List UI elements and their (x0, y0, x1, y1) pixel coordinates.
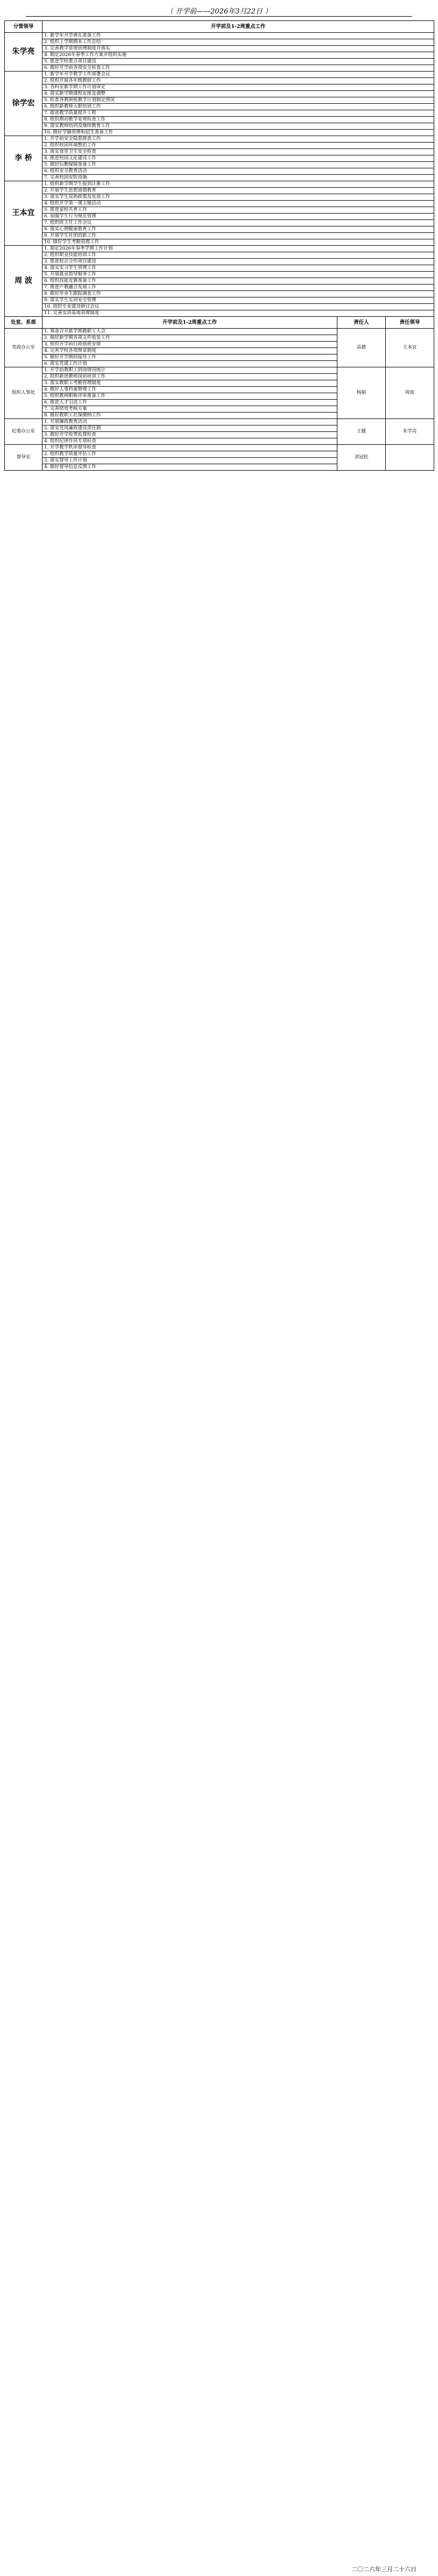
work-item: 7. 完善校园安防设施 (43, 175, 434, 181)
work-item: 9. 落实教师培训及继续教育工作 (43, 123, 434, 130)
table-row (5, 297, 434, 304)
work-item: 3. 完善教学常规管理制度并落实 (43, 46, 434, 52)
work-item: 3. 各科室新学期工作计划审定 (43, 84, 434, 91)
table-row (5, 175, 434, 181)
table-row (5, 78, 434, 84)
table-row (5, 214, 434, 220)
table-row (5, 72, 434, 78)
table-row (5, 194, 434, 201)
work-item: 4. 推进校园文化建设工作 (43, 155, 434, 162)
work-item: 4. 完善学校各项规章制度 (43, 348, 337, 354)
work-item: 7. 推进教学质量提升工程 (43, 110, 434, 117)
dept-column-header: 处室、系部 (5, 317, 43, 329)
table-row (5, 291, 434, 297)
table-row (5, 91, 434, 97)
table-row (5, 201, 434, 207)
work-item: 5. 推进学校重点项目建设 (43, 59, 434, 65)
work-item: 1. 新学年开学教学工作部署会议 (43, 72, 434, 78)
responsible-leader: 朱学亮 (386, 419, 434, 445)
work-item: 1. 开学教学秩序督导检查 (43, 445, 337, 451)
table-row (5, 123, 434, 130)
footer-date: 二〇二六年三月二十六日 (351, 2566, 416, 2573)
dept-header-row (5, 317, 434, 329)
responsible-person: 高德 (337, 329, 386, 367)
work-item: 7. 完善绩效考核方案 (43, 406, 337, 413)
table-row (5, 33, 434, 39)
work-item: 2. 组织教学质量评估工作 (43, 451, 337, 458)
table-row (5, 188, 434, 194)
responsible-leader: 王本宜 (386, 329, 434, 367)
leaders-header-row (5, 21, 434, 33)
table-row (5, 445, 434, 451)
work-item: 2. 组织新进教师岗前培训工作 (43, 374, 337, 380)
date-range-line: （ 开学前——2026年3月22日 ） (166, 8, 272, 16)
work-item: 2. 落实党风廉政建设责任制 (43, 425, 337, 432)
work-item: 3. 组织开学前行政值班安排 (43, 342, 337, 348)
work-plan-table (4, 20, 434, 471)
table-row (5, 220, 434, 226)
table-row (5, 285, 434, 291)
leader-column-header: 分管领导 (5, 21, 43, 33)
leader-name: 徐学宏 (5, 72, 43, 136)
work-item: 5. 检查各教研组教学计划制定情况 (43, 97, 434, 104)
table-row (5, 84, 434, 91)
dept-name: 组织人事处 (5, 367, 43, 419)
work-item: 6. 落实党建工作计划 (43, 361, 337, 367)
table-row (5, 46, 434, 52)
work-item: 1. 开展廉政教育活动 (43, 419, 337, 425)
work-item: 2. 组织上学期期末工作总结 (43, 39, 434, 46)
table-row (5, 207, 434, 214)
table-row (5, 149, 434, 155)
dept-name: 督导室 (5, 445, 43, 471)
work-item: 2. 组织职业技能培训工作 (43, 252, 434, 259)
table-row (5, 310, 434, 317)
table-row (5, 65, 434, 72)
work-item: 5. 组织教师职称评审准备工作 (43, 393, 337, 400)
work-item: 4. 落实新学期课程安排及调整 (43, 91, 434, 97)
work-item: 3. 落实教职工考勤管理制度 (43, 380, 337, 387)
work-item: 6. 做好开学前各项安全检查工作 (43, 65, 434, 72)
leader-name: 王本宜 (5, 181, 43, 246)
work-item: 1. 组织新学期学生报到注册工作 (43, 181, 434, 188)
table-row (5, 181, 434, 188)
table-row (5, 59, 434, 65)
responsible-person: 刘冠松 (337, 445, 386, 471)
work-item: 4. 组织开学第一课主题活动 (43, 201, 434, 207)
work-item: 1. 筹备召开新学期教职工大会 (43, 329, 337, 335)
table-row (5, 252, 434, 259)
work-item: 1. 制定2026年春季学期工作计划 (43, 246, 434, 252)
table-row (5, 39, 434, 46)
work-item: 2. 开展学生思想道德教育 (43, 188, 434, 194)
leader-name: 李 桥 (5, 136, 43, 181)
responsible-leader (386, 445, 434, 471)
work-item: 1. 开学前教职工到岗情况统计 (43, 367, 337, 374)
table-row (5, 130, 434, 136)
work-item: 4. 做好人事档案整理工作 (43, 387, 337, 393)
work-item: 5. 做好后勤保障准备工作 (43, 162, 434, 168)
table-row (5, 239, 434, 246)
work-item: 2. 组织校园环境整治工作 (43, 143, 434, 149)
table-row (5, 304, 434, 310)
table-row (5, 52, 434, 59)
table-row (5, 117, 434, 123)
table-row (5, 367, 434, 374)
work-item: 3. 落实食堂卫生安全检查 (43, 149, 434, 155)
work-item: 5. 开展就业指导服务工作 (43, 272, 434, 278)
work-item: 3. 落实学生资助政策及发放工作 (43, 194, 434, 201)
work-item: 8. 做好毕业生跟踪调查工作 (43, 291, 434, 297)
work-item: 7. 推进产教融合发展工作 (43, 285, 434, 291)
work-item: 2. 做好新学期各项文件收发工作 (43, 335, 337, 342)
page-header (0, 0, 438, 22)
table-row (5, 246, 434, 252)
work-column-header: 开学前及1-2周重点工作 (43, 21, 434, 33)
table-row (5, 104, 434, 110)
responsible-person: 杨娟 (337, 367, 386, 419)
work-item: 7. 组织班主任工作会议 (43, 220, 434, 226)
responsible-leader: 周波 (386, 367, 434, 419)
work-item: 10. 组织专业建设研讨会议 (43, 304, 434, 310)
responsible-person: 王健 (337, 419, 386, 445)
work-item: 10. 做好学籍管理和招生准备工作 (43, 130, 434, 136)
table-row (5, 168, 434, 175)
work-item: 6. 加强学生行为规范管理 (43, 214, 434, 220)
work-item: 4. 制定2026年春季工作方案并组织实施 (43, 52, 434, 59)
header-rule (26, 16, 412, 17)
work-item: 8. 落实心理健康教育工作 (43, 226, 434, 233)
work-item: 11. 完善实训基地管理制度 (43, 310, 434, 317)
leader-name: 朱学亮 (5, 33, 43, 72)
dept-name: 党政办公室 (5, 329, 43, 367)
lead-column-header: 责任领导 (386, 317, 434, 329)
work-item: 3. 做好开学收费监督检查 (43, 432, 337, 438)
table-row (5, 419, 434, 425)
table-row (5, 233, 434, 239)
table-row (5, 329, 434, 335)
work-item: 1. 新学年开学典礼准备工作 (43, 33, 434, 39)
work-item: 8. 组织期初教学常规检查工作 (43, 117, 434, 123)
work-item: 4. 做好督导信息反馈工作 (43, 464, 337, 471)
work-item: 4. 组织纪律作风专项检查 (43, 438, 337, 445)
dept-work-column-header: 开学前及1-2周重点工作 (43, 317, 337, 329)
table-row (5, 97, 434, 104)
table-row (5, 259, 434, 265)
work-item: 6. 组织安全教育活动 (43, 168, 434, 175)
work-item: 5. 推进家校共育工作 (43, 207, 434, 214)
leader-name: 周 波 (5, 246, 43, 317)
work-item: 6. 组织技能竞赛准备工作 (43, 278, 434, 285)
work-item: 2. 组织开展各年级教研工作 (43, 78, 434, 84)
table-row (5, 278, 434, 285)
table-row (5, 265, 434, 272)
work-item: 9. 落实学生实训安全管理 (43, 297, 434, 304)
table-row (5, 272, 434, 278)
person-column-header: 责任人 (337, 317, 386, 329)
table-row (5, 226, 434, 233)
table-row (5, 155, 434, 162)
work-item: 1. 开学前安全隐患排查工作 (43, 136, 434, 143)
table-row (5, 162, 434, 168)
work-item: 10. 做好学生考勤管理工作 (43, 239, 434, 246)
work-item: 6. 推进人才引进工作 (43, 400, 337, 406)
work-item: 6. 组织新教师入职培训工作 (43, 104, 434, 110)
work-item: 3. 推进校企合作项目建设 (43, 259, 434, 265)
work-item: 4. 落实实习学生管理工作 (43, 265, 434, 272)
work-item: 9. 开展学生社团招新工作 (43, 233, 434, 239)
table-row (5, 136, 434, 143)
table-row (5, 143, 434, 149)
work-item: 8. 做好教职工社保缴纳工作 (43, 413, 337, 419)
table-row (5, 110, 434, 117)
work-item: 3. 落实督导工作计划 (43, 458, 337, 464)
work-item: 5. 做好开学期间接待工作 (43, 354, 337, 361)
dept-name: 纪委办公室 (5, 419, 43, 445)
